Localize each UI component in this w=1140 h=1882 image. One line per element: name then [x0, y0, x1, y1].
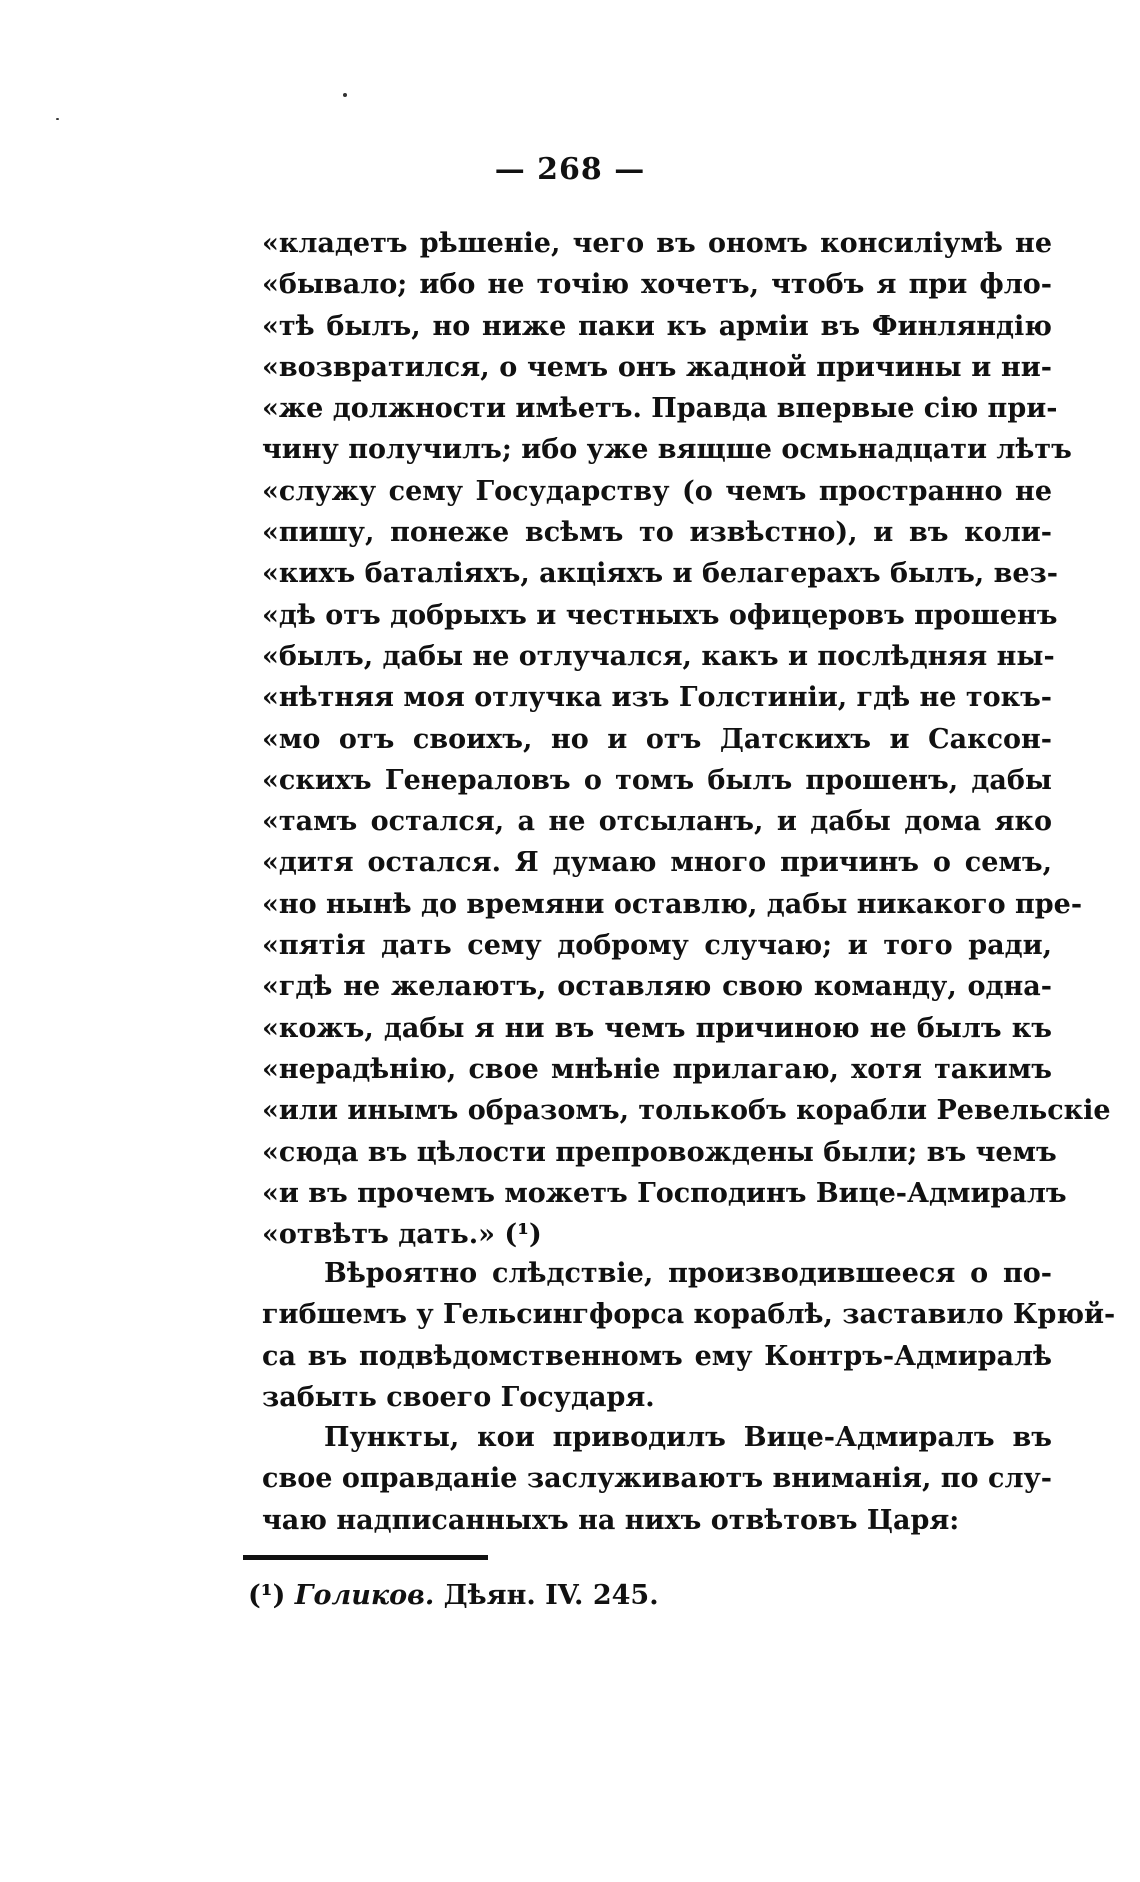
text-line: «нерадѣнію, свое мнѣніе прилагаю, хотя такимъ — [262, 1053, 1052, 1085]
text-line: «тамъ остался, а не отсыланъ, и дабы дома яко — [262, 806, 1052, 838]
text-line: са въ подвѣдомственномъ ему Контръ-Адмиралѣ — [262, 1340, 1052, 1372]
paragraph — [262, 1253, 1116, 1418]
text-line: «сюда въ цѣлости препровождены были; въ чемъ — [262, 1136, 1057, 1168]
footnote — [248, 1580, 659, 1611]
text-line: «кладетъ рѣшеніе, чего въ ономъ консиліумѣ не — [262, 228, 1052, 259]
page-number: — 268 — — [494, 152, 646, 187]
text-line: «нѣтняя моя отлучка изъ Голстиніи, гдѣ не токъ- — [262, 682, 1052, 714]
text-line: «скихъ Генераловъ о томъ былъ прошенъ, дабы — [262, 764, 1052, 796]
text-line: «пишу, понеже всѣмъ то извѣстно), и въ коли- — [262, 517, 1052, 549]
quoted-letter — [262, 223, 1111, 1255]
paragraph — [262, 1417, 1052, 1541]
footnote-author: Голиков. — [294, 1580, 435, 1611]
text-line: «но нынѣ до времяни оставлю, дабы никакого пре- — [262, 888, 1083, 920]
text-line: «и въ прочемъ можетъ Господинъ Вице-Адмиралъ — [262, 1177, 1067, 1209]
text-line: «дитя остался. Я думаю много причинъ о семъ, — [262, 847, 1052, 879]
ink-speck — [56, 118, 59, 120]
text-line: «гдѣ не желаютъ, оставляю свою команду, одна- — [262, 971, 1052, 1003]
text-line: «кихъ баталіяхъ, акціяхъ и белагерахъ былъ, вез- — [262, 558, 1058, 590]
text-line: свое оправданіе заслуживаютъ вниманія, по слу- — [262, 1463, 1052, 1495]
text-line: чину получилъ; ибо уже вящше осмьнадцати лѣтъ — [262, 434, 1072, 466]
text-line: «же должности имѣетъ. Правда впервые сію при- — [262, 393, 1058, 425]
text-line: гибшемъ у Гельсингфорса кораблѣ, заставило Крюй- — [262, 1299, 1116, 1331]
ink-speck — [343, 93, 347, 97]
text-line: «служу сему Государству (о чемъ пространно не — [262, 475, 1052, 507]
text-line: «пятія дать сему доброму случаю; и того ради, — [262, 930, 1052, 962]
text-line: «былъ, дабы не отлучался, какъ и послѣдняя ны- — [262, 640, 1055, 672]
text-line: «или инымъ образомъ, толькобъ корабли Ревельскіе — [262, 1095, 1111, 1127]
footnote-reference: Дѣян. IV. 245. — [443, 1580, 659, 1611]
footnote-rule — [243, 1555, 488, 1560]
text-line: забыть своего Государя. — [262, 1381, 655, 1413]
text-line: чаю надписанныхъ на нихъ отвѣтовъ Царя: — [262, 1504, 960, 1536]
text-line: «дѣ отъ добрыхъ и честныхъ офицеровъ прошенъ — [262, 599, 1058, 631]
text-line: «мо отъ своихъ, но и отъ Датскихъ и Саксон- — [262, 723, 1052, 755]
text-line: «кожъ, дабы я ни въ чемъ причиною не былъ къ — [262, 1012, 1052, 1044]
text-line: «тѣ былъ, но ниже паки къ арміи въ Финляндію — [262, 310, 1052, 342]
text-line: «возвратился, о чемъ онъ жадной причины и ни- — [262, 351, 1052, 383]
text-line: Вѣроятно слѣдствіе, производившееся о по- — [324, 1258, 1052, 1289]
footnote-marker: (¹) — [248, 1580, 286, 1611]
text-line: «бывало; ибо не точію хочетъ, чтобъ я при фло- — [262, 269, 1052, 301]
text-line: «отвѣтъ дать.» (¹) — [262, 1219, 542, 1251]
text-line: Пункты, кои приводилъ Вице-Адмиралъ въ — [324, 1422, 1052, 1453]
